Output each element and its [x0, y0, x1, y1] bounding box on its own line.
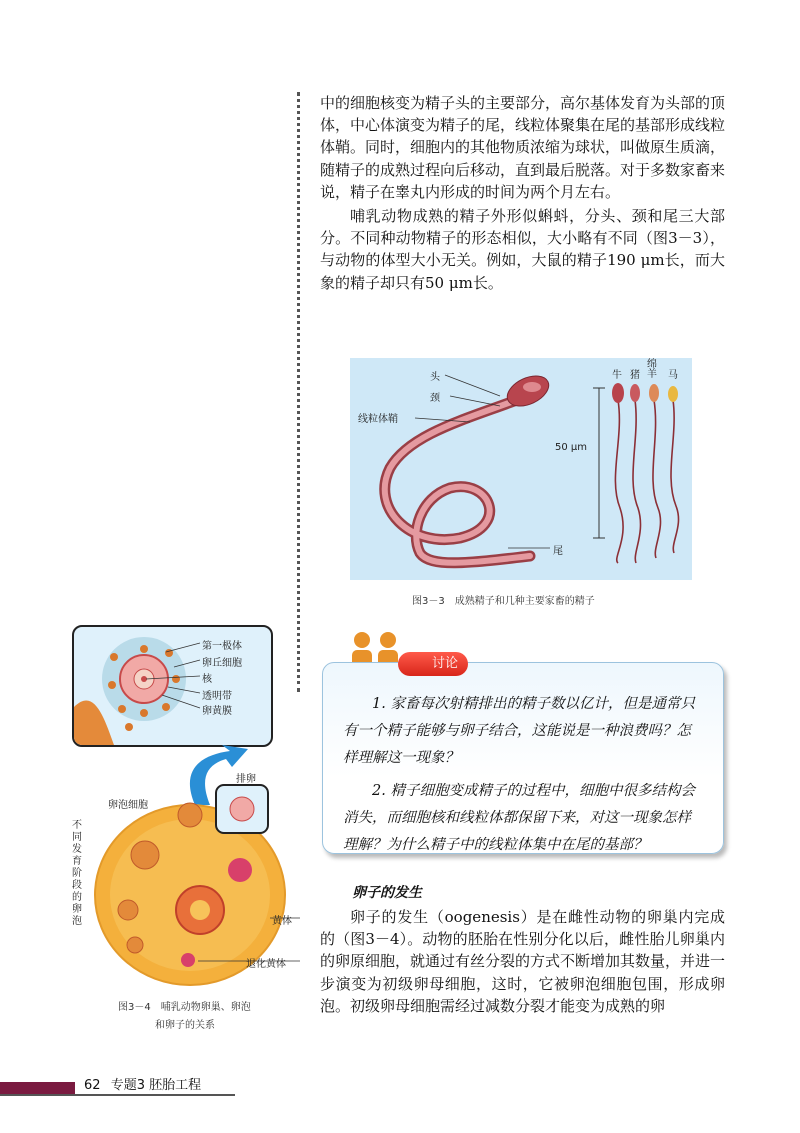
ovary-illustration: [70, 745, 350, 1005]
figure-3-3-caption: 图3－3 成熟精子和几种主要家畜的精子: [412, 596, 595, 607]
page-number: 62: [84, 1078, 101, 1093]
animal-sheep: 绵羊: [647, 359, 657, 380]
animal-cattle: 牛: [612, 370, 622, 381]
inset-label-nucleus: 核: [202, 674, 212, 685]
inset-label-cumulus-cells: 卵丘细胞: [202, 658, 242, 669]
animal-horse: 马: [668, 370, 678, 381]
footer-rule: [0, 1094, 235, 1096]
label-regressed-corpus-luteum: 退化黄体: [246, 959, 286, 970]
inset-label-first-polar-body: 第一极体: [202, 641, 242, 652]
label-head: 头: [430, 372, 440, 383]
animal-pig: 猪: [630, 370, 640, 381]
label-follicle-cells: 卵泡细胞: [108, 800, 148, 811]
label-mitochondrial-sheath: 线粒体鞘: [358, 414, 398, 425]
body-paragraphs: [320, 92, 725, 294]
inset-label-zona-pellucida: 透明带: [202, 691, 232, 702]
section-heading: 卵子的发生: [352, 885, 422, 901]
footer-topic: 专题3 胚胎工程: [110, 1078, 202, 1093]
paragraph-2: 哺乳动物成熟的精子外形似蝌蚪，分头、颈和尾三大部分。不同种动物精子的形态相似，大小略有不同（图3－3），与动物的体型大小无关。例如，大鼠的精子190 μm长，而大象的精子却只有50 μm长。: [320, 207, 725, 292]
sperm-illustration: [350, 358, 692, 580]
label-corpus-luteum: 黄体: [272, 916, 292, 927]
label-ovulation: 排卵: [236, 774, 256, 785]
paragraph-1: 中的细胞核变为精子头的主要部分，高尔基体发育为头部的顶体，中心体演变为精子的尾，线粒体聚集在尾的基部形成线粒体鞘。同时，细胞内的其他物质浓缩为球状，叫做原生质滴，随精子的成熟过程向后移动，直到最后脱落。对于多数家畜来说，精子在睾丸内形成的时间为两个月左右。: [320, 94, 726, 201]
paragraph-3: 卵子的发生（oogenesis）是在雌性动物的卵巢内完成的（图3－4）。动物的胚胎在性别分化以后，雌性胎儿卵巢内的卵原细胞，就通过有丝分裂的方式不断增加其数量，并进一步演变为初级卵母细胞，这时，它被卵泡细胞包围，形成卵泡。初级卵母细胞需经过减数分裂才能变为成熟的卵: [320, 908, 726, 1015]
label-follicles-stages: 不同发育阶段的卵泡: [72, 820, 82, 927]
ovum-inset: [72, 625, 273, 747]
label-tail: 尾: [553, 546, 563, 557]
figure-3-4-caption-line1: 图3－4 哺乳动物卵巢、卵泡: [118, 1002, 251, 1013]
inset-label-vitelline-membrane: 卵黄膜: [202, 706, 232, 717]
discussion-q1: 1. 家畜每次射精排出的精子数以亿计，但是通常只有一个精子能够与卵子结合，这能说是一种浪费吗？怎样理解这一现象？: [343, 696, 695, 766]
footer: [84, 1074, 201, 1093]
discussion-title: 讨论: [398, 652, 468, 676]
sperm-figure: [350, 358, 692, 580]
label-neck: 颈: [430, 393, 440, 404]
small-sperm-row: [612, 383, 679, 563]
footer-bar: [0, 1082, 75, 1094]
figure-3-4-caption-line2: 和卵子的关系: [155, 1020, 215, 1031]
margin-dotted-line: [297, 92, 300, 692]
discussion-box: [322, 662, 724, 854]
scale-label: 50 μm: [555, 442, 588, 453]
discussion-q2: 2. 精子细胞变成精子的过程中，细胞中很多结构会消失，而细胞核和线粒体都保留下来，对这一现象怎样理解？为什么精子中的线粒体集中在尾的基部？: [343, 783, 695, 853]
